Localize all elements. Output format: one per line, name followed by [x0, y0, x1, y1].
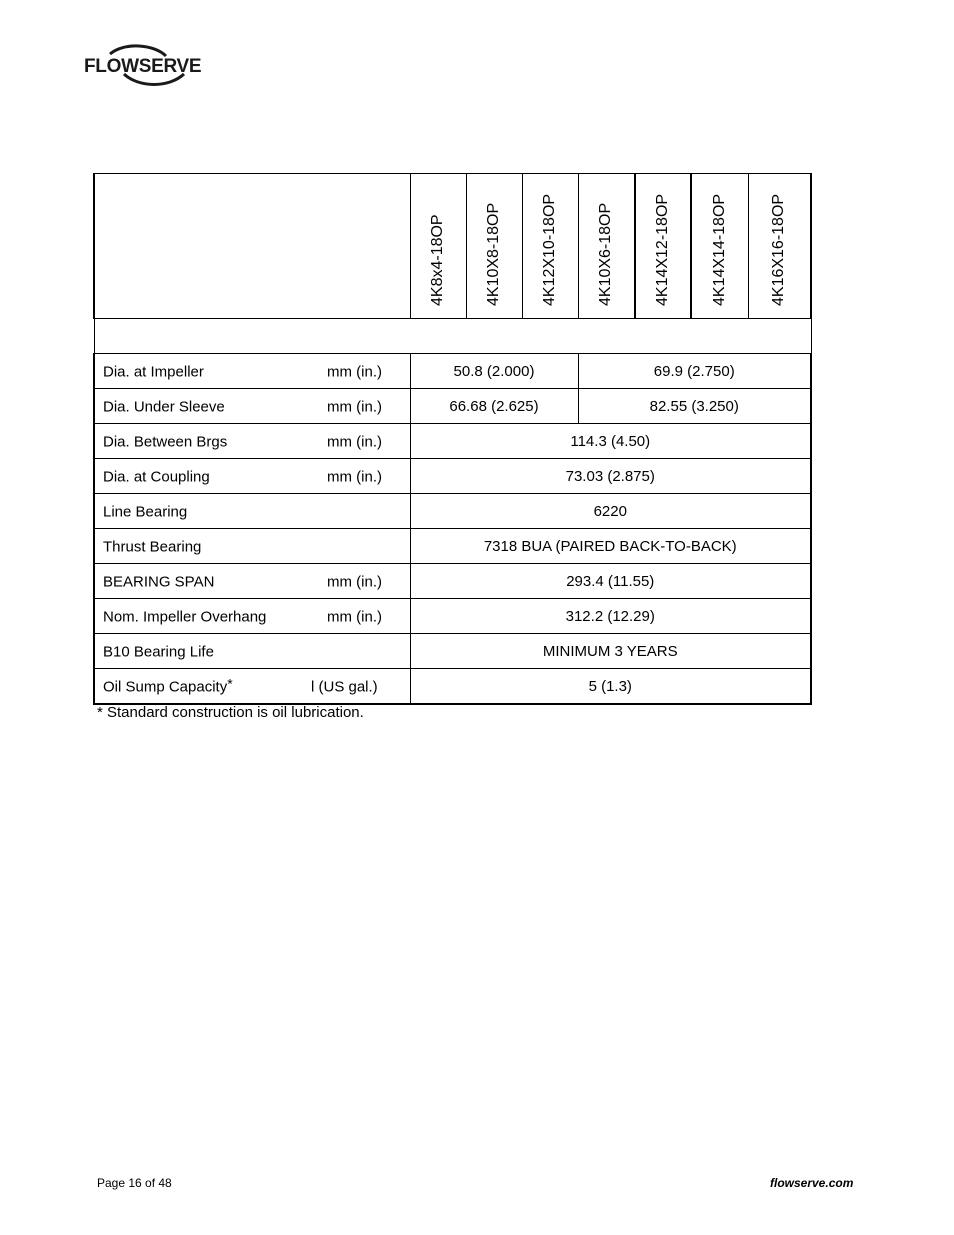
page-number: Page 16 of 48	[97, 1176, 172, 1190]
table-row	[94, 634, 811, 669]
model-header-cell	[522, 174, 578, 319]
table-row	[94, 494, 811, 529]
row-label: Dia. Between Brgs	[103, 433, 228, 451]
value-cell: 73.03 (2.875)	[410, 459, 811, 494]
value-cell: 7318 BUA (PAIRED BACK-TO-BACK)	[410, 529, 811, 564]
row-label-cell	[94, 529, 410, 564]
value-cell: 69.9 (2.750)	[578, 354, 811, 389]
value-cell: 82.55 (3.250)	[578, 389, 811, 424]
flowserve-logo	[84, 44, 204, 88]
row-label: B10 Bearing Life	[103, 643, 214, 661]
model-name: 4K8x4-18OP	[429, 214, 446, 306]
separator-cell	[94, 319, 811, 354]
row-label-cell	[94, 494, 410, 529]
table-row	[94, 564, 811, 599]
value-cell: 293.4 (11.55)	[410, 564, 811, 599]
bearing-spec-table	[93, 173, 812, 705]
table-row	[94, 599, 811, 634]
row-label-cell	[94, 459, 410, 494]
row-label-cell	[94, 564, 410, 599]
model-header-row	[94, 174, 811, 319]
value-cell: 5 (1.3)	[410, 669, 811, 705]
row-unit: mm (in.)	[327, 433, 382, 451]
separator-row	[94, 319, 811, 354]
row-label: BEARING SPAN	[103, 573, 215, 591]
model-name: 4K16X16-18OP	[770, 193, 788, 306]
model-name: 4K10X8-18OP	[485, 202, 502, 306]
model-name: 4K14X14-18OP	[710, 193, 728, 306]
row-label-cell	[94, 669, 410, 705]
value-cell: 6220	[410, 494, 811, 529]
model-name: 4K14X12-18OP	[654, 193, 671, 306]
row-unit: mm (in.)	[327, 468, 382, 486]
row-label-cell	[94, 634, 410, 669]
model-header-cell	[635, 174, 691, 319]
row-label: Dia. Under Sleeve	[103, 398, 225, 416]
model-name: 4K12X10-18OP	[541, 193, 558, 306]
value-cell: 50.8 (2.000)	[410, 354, 578, 389]
model-header-cell	[578, 174, 635, 319]
row-unit: mm (in.)	[327, 573, 382, 591]
model-header-cell	[748, 174, 811, 319]
row-label: Thrust Bearing	[103, 538, 202, 556]
table-row	[94, 459, 811, 494]
row-unit: mm (in.)	[327, 398, 382, 416]
value-cell: 66.68 (2.625)	[410, 389, 578, 424]
value-cell: 312.2 (12.29)	[410, 599, 811, 634]
value-cell: MINIMUM 3 YEARS	[410, 634, 811, 669]
model-header-cell	[691, 174, 748, 319]
model-name: 4K10X6-18OP	[597, 202, 615, 306]
row-label-text: Oil Sump Capacity	[103, 678, 228, 696]
footnote-mark: *	[227, 675, 233, 692]
row-label-cell	[94, 599, 410, 634]
table-row	[94, 424, 811, 459]
row-label-cell	[94, 354, 410, 389]
row-label-cell	[94, 389, 410, 424]
row-label: Line Bearing	[103, 503, 188, 521]
table-row	[94, 529, 811, 564]
row-unit: mm (in.)	[327, 363, 382, 381]
model-header-cell	[466, 174, 522, 319]
footnote: * Standard construction is oil lubrication.	[97, 704, 364, 721]
table-row	[94, 669, 811, 705]
row-label: Nom. Impeller Overhang	[103, 608, 267, 626]
row-label: Dia. at Coupling	[103, 468, 210, 486]
header-blank-cell	[94, 174, 410, 319]
row-unit: mm (in.)	[327, 608, 382, 626]
table-row	[94, 389, 811, 424]
logo-text: FLOWSERVE	[84, 56, 202, 77]
row-label: Dia. at Impeller	[103, 363, 204, 381]
value-cell: 114.3 (4.50)	[410, 424, 811, 459]
row-label	[103, 675, 233, 696]
website-link[interactable]: flowserve.com	[770, 1176, 854, 1190]
row-unit: l (US gal.)	[311, 678, 378, 696]
table-row	[94, 354, 811, 389]
model-header-cell	[410, 174, 466, 319]
row-label-cell	[94, 424, 410, 459]
